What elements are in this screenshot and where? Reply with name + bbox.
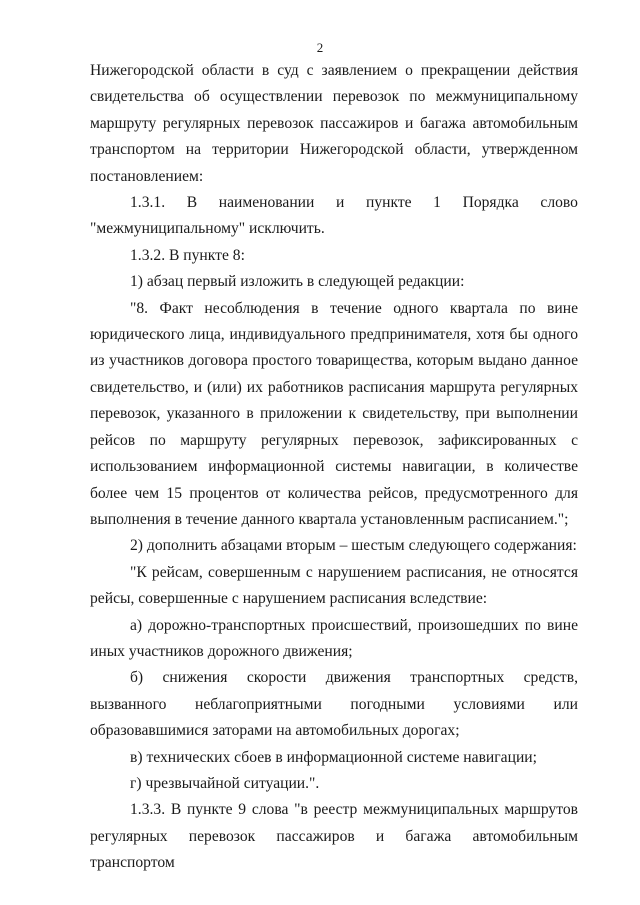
tabbed-word: 1.3.1. <box>130 194 166 212</box>
paragraph-1-3-3: 1.3.3. В пункте 9 слова "в реестр межмуниципальных маршрутов регулярных перевозок пассажиров и багажа автомобильным транспортом <box>90 801 578 872</box>
paragraph: "межмуниципальному" исключить. <box>90 220 325 238</box>
paragraph-1-3-2: 1.3.2. В пункте 8: <box>130 246 245 264</box>
tabbed-word: Порядка <box>462 194 519 212</box>
list-item-b: б) снижения скорости движения транспортных средств, вызванного неблагоприятными погодными условиями или образовавшимися заторами на автомобильных дорогах; <box>90 669 578 740</box>
tabbed-word: 1 <box>433 194 441 212</box>
paragraph-quote-8: "8. Факт несоблюдения в течение одного квартала по вине юридического лица, индивидуального предпринимателя, хотя бы одного из участников договора простого товарищества, которым выдано данное свидетельство, и (или) их работников расписания маршрута регулярных перевозок, указанного в приложении к свидетельству, при выполнении рейсов по маршруту регулярных перевозок, зафиксированных с использованием информационной системы навигации, в количестве более чем 15 процентов от количества рейсов, предусмотренного для выполнения в течение данного квартала установленным расписанием."; <box>90 299 578 528</box>
list-item-g: г) чрезвычайной ситуации.". <box>130 774 320 792</box>
tabbed-word: слово <box>540 194 578 212</box>
tabbed-word: наименовании <box>218 194 315 212</box>
tabbed-word: и <box>336 194 345 212</box>
paragraph: 1) абзац первый изложить в следующей редакции: <box>130 273 465 291</box>
paragraph-continuation: Нижегородской области в суд с заявлением о прекращении действия свидетельства об осуществлении перевозок по межмуниципальному маршруту регулярных перевозок пассажиров и багажа автомобильным транспортом на территории Нижегородской области, утвержденном постановлением: <box>90 62 578 185</box>
document-body <box>90 58 578 877</box>
list-item-a: а) дорожно-транспортных происшествий, произошедших по вине иных участников дорожного движения; <box>90 616 578 660</box>
page-number: 2 <box>316 40 324 55</box>
paragraph: "К рейсам, совершенным с нарушением расписания, не относятся рейсы, совершенные с нарушением расписания вследствие: <box>90 563 578 608</box>
paragraph: 2) дополнить абзацами вторым – шестым следующего содержания: <box>130 537 577 555</box>
paragraph-1-3-1 <box>90 190 578 216</box>
tabbed-word: пункте <box>365 194 412 212</box>
tabbed-word: В <box>186 194 198 212</box>
list-item-v: в) технических сбоев в информационной системе навигации; <box>130 748 537 766</box>
